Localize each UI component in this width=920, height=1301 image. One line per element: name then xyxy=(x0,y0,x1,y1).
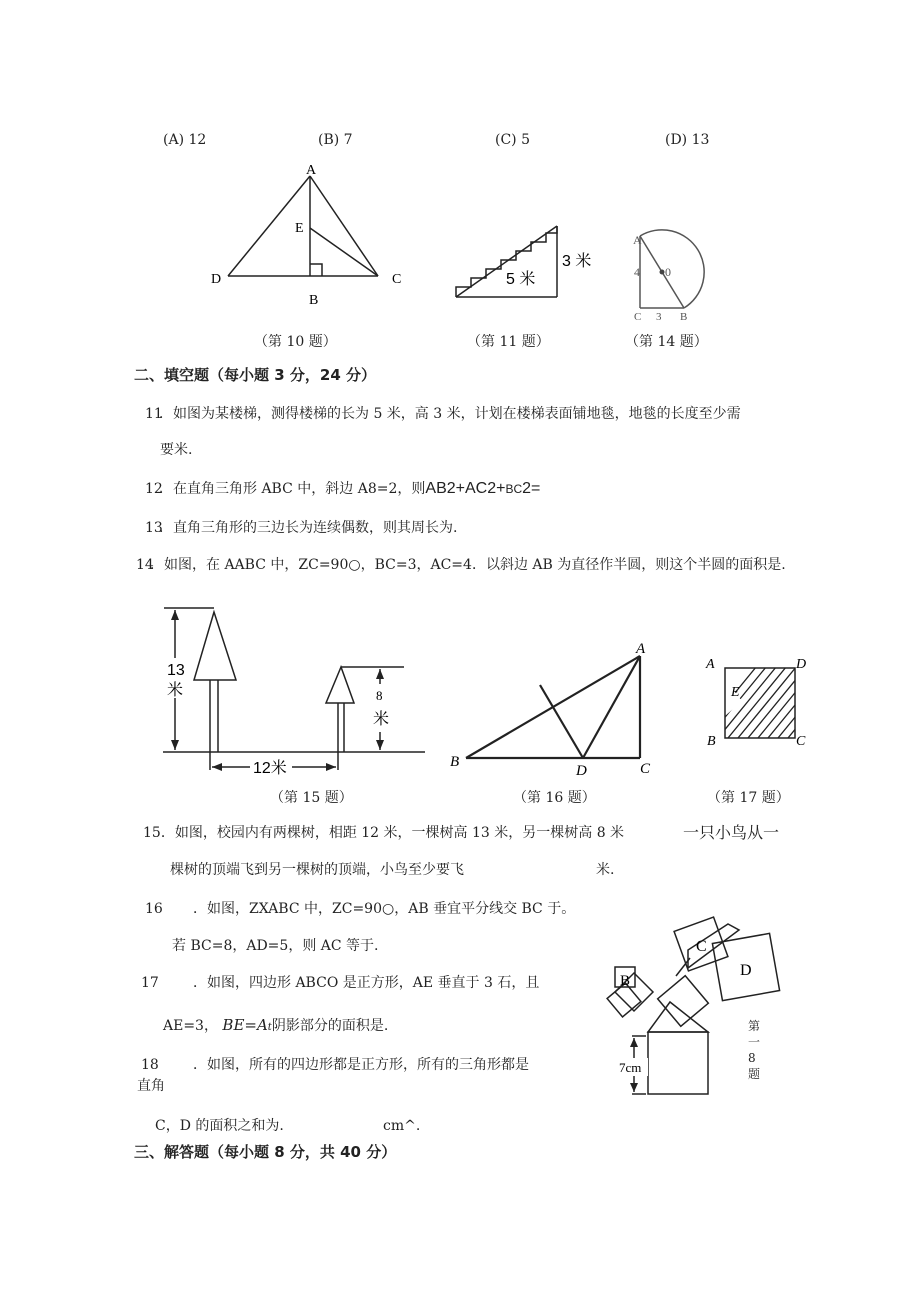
fig10-label-b: B xyxy=(309,293,319,308)
q15-text-2-unit: 米. xyxy=(596,862,615,878)
fig16-label-a: A xyxy=(636,641,646,657)
q12-stem: ．在直角三角形 ABC 中，斜边 A8=2，则 xyxy=(159,481,426,497)
q17-text: ．如图，四边形 ABCO 是正方形，AE 垂直于 3 石，且 xyxy=(193,975,540,991)
fig15-short-unit: 米 xyxy=(373,711,390,728)
fig15-distance: 12米 xyxy=(253,760,287,777)
q12-number: 12 xyxy=(145,481,163,497)
q18-number: 18 xyxy=(141,1057,159,1073)
fig11-height-label: 3 米 xyxy=(562,253,592,270)
fig18-label-d: D xyxy=(740,962,752,979)
fig17-label-c: C xyxy=(796,734,806,749)
fig14-label-o: 0 xyxy=(665,265,671,279)
option-a: (A) 12 xyxy=(163,132,207,148)
section-3-heading: 三、解答题（每小题 8 分，共 40 分） xyxy=(134,1143,397,1161)
fig14-label-a: A xyxy=(633,233,642,247)
q18-unit: cm^. xyxy=(383,1118,421,1134)
fig18-label-b: B xyxy=(620,973,631,989)
q14-text: ．如图，在 AABC 中，ZC=90○，BC=3，AC=4．以斜边 AB 为直径作半圆，则这个半圆的面积是. xyxy=(150,557,786,573)
fig18-size-label: 7cm xyxy=(619,1060,642,1075)
fig14-label-4: 4 xyxy=(634,265,640,279)
section-2-heading: 二、填空题（每小题 3 分，24 分） xyxy=(134,366,376,384)
fig14-label-3: 3 xyxy=(656,311,662,323)
q13-number: 13 xyxy=(145,520,163,536)
fig17-label-e: E xyxy=(731,685,740,700)
fig15-short-value: 8 xyxy=(376,688,383,703)
q17-number: 17 xyxy=(141,975,159,991)
caption-q10: （第 10 题） xyxy=(254,334,337,350)
q17-shaded: 阴影部分的面积是. xyxy=(271,1018,389,1034)
q18-text: ．如图，所有的四边形都是正方形，所有的三角形都是 xyxy=(193,1057,529,1073)
option-b: (B) 7 xyxy=(318,132,353,148)
fig10-label-d: D xyxy=(211,272,222,287)
q16-number: 16 xyxy=(145,901,163,917)
option-d: (D) 13 xyxy=(665,132,710,148)
fig14-label-c: C xyxy=(634,311,642,323)
fig10-label-c: C xyxy=(392,272,402,287)
q15-text-2: 棵树的顶端飞到另一棵树的顶端，小鸟至少要飞 xyxy=(170,862,464,878)
fig16-label-c: C xyxy=(640,761,651,777)
q12-formula-c: 2= xyxy=(522,480,541,497)
caption-q15: （第 15 题） xyxy=(270,790,353,806)
fig16-label-d: D xyxy=(576,763,587,779)
fig15-tall-value: 13 xyxy=(167,662,185,679)
q16-text-2: 若 BC=8，AD=5，则 AC 等于. xyxy=(172,938,379,954)
q11-text-2: 要米. xyxy=(160,442,193,458)
fig17-label-b: B xyxy=(707,734,716,749)
fig17-label-a: A xyxy=(706,657,715,672)
fig14-label-b: B xyxy=(680,311,688,323)
fig10-label-e: E xyxy=(295,221,304,236)
q17-ae: AE=3， xyxy=(163,1018,218,1034)
option-c: (C) 5 xyxy=(495,132,530,148)
fig18-label-c: C xyxy=(696,938,707,955)
q16-text: ．如图，ZXABC 中，ZC=90○，AB 垂宜平分线交 BC 于。 xyxy=(193,901,576,917)
fig11-slope-label: 5 米 xyxy=(506,271,536,288)
caption-q11: （第 11 题） xyxy=(467,334,550,350)
q12-formula-b: BC xyxy=(505,482,523,496)
caption-q17: （第 17 题） xyxy=(707,790,790,806)
q13-text: ．直角三角形的三边长为连续偶数，则其周长为. xyxy=(159,520,458,536)
caption-q18: 第一8题 xyxy=(748,1019,761,1081)
q14-number: 14 xyxy=(136,557,154,573)
fig10-label-a: A xyxy=(306,163,317,178)
caption-q16: （第 16 题） xyxy=(513,790,596,806)
q18-text-3: C，D 的面积之和为. xyxy=(155,1118,284,1134)
caption-q14: （第 14 题） xyxy=(625,334,708,350)
q11-text: ．如图为某楼梯，测得楼梯的长为 5 米，高 3 米，计划在楼梯表面铺地毯，地毯的长度至少需 xyxy=(159,406,741,422)
q18-text-2: 直角 xyxy=(137,1078,165,1094)
q11-number: 11 xyxy=(145,406,163,422)
q17-subscript: t xyxy=(267,1022,272,1033)
fig15-tall-unit: 米 xyxy=(167,682,184,699)
q17-be: BE=A xyxy=(222,1016,268,1034)
fig17-label-d: D xyxy=(796,657,807,672)
q12-formula-a: AB2+AC2+ xyxy=(425,480,506,497)
fig16-label-b: B xyxy=(450,754,460,770)
q15-text-continued: 一只小鸟从一 xyxy=(683,823,780,842)
q15-text: 15．如图，校园内有两棵树，相距 12 米，一棵树高 13 米，另一棵树高 8 米 xyxy=(143,825,625,841)
